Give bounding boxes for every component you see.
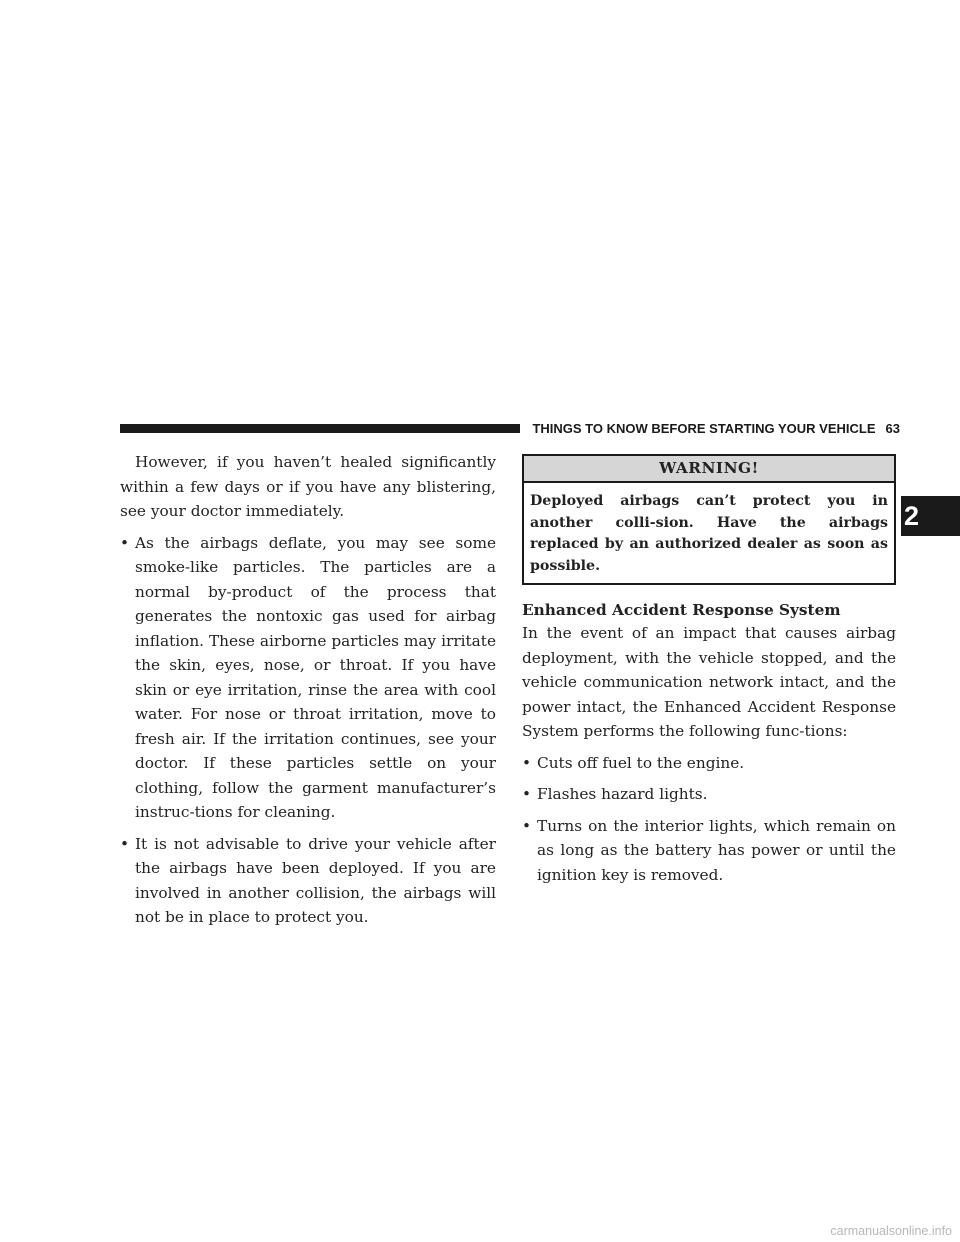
warning-body: Deployed airbags can’t protect you in another colli-sion. Have the airbags replaced by an authorized dealer as soon as possible. [530,493,888,574]
watermark: carmanualsonline.info [830,1224,952,1238]
list-item-text: Flashes hazard lights. [537,785,708,803]
section-heading: Enhanced Accident Response System [522,601,841,619]
section-paragraph: In the event of an impact that causes airbag deployment, with the vehicle stopped, and the vehicle communication network intact, and the power intact, the Enhanced Accident Response System performs the following func-tions: [522,624,896,740]
warning-box [522,454,896,585]
left-bullet-list [120,531,496,930]
list-item [120,531,496,825]
right-column [522,454,896,894]
chapter-tab: 2 [901,496,960,536]
bullet-icon: • [522,816,532,835]
intro-paragraph: However, if you haven’t healed significantly within a few days or if you have any blistering, see your doctor immediately. [120,453,496,520]
bullet-icon: • [120,834,130,853]
list-item-text: As the airbags deflate, you may see some smoke-like particles. The particles are a normal by-product of the process that generates the nontoxic gas used for airbag inflation. These airborne particles may irritate the skin, eyes, nose, or throat. If you have skin or eye irritation, rinse the area with cool water. For nose or throat irritation, move to fresh air. If the irritation continues, see your doctor. If these particles settle on your clothing, follow the garment manufacturer’s instruc-tions for cleaning. [135,533,496,821]
warning-title: WARNING! [524,456,894,483]
page-number: 63 [885,421,900,436]
bullet-icon: • [522,753,532,772]
list-item-text: Turns on the interior lights, which remain on as long as the battery has power or until the ignition key is removed. [537,816,896,884]
bullet-icon: • [522,785,532,803]
header-title: THINGS TO KNOW BEFORE STARTING YOUR VEHICLE [532,421,876,436]
list-item [522,782,896,807]
list-item [522,814,896,888]
running-header [534,422,900,436]
bullet-icon: • [120,533,130,552]
list-item-text: Cuts off fuel to the engine. [537,753,745,772]
header-rule [120,424,520,433]
list-item-text: It is not advisable to drive your vehicle after the airbags have been deployed. If you are involved in another collision, the airbags will not be in place to protect you. [135,834,496,926]
list-item [522,751,896,776]
left-column [120,450,496,937]
right-bullet-list [522,751,896,888]
list-item [120,832,496,930]
